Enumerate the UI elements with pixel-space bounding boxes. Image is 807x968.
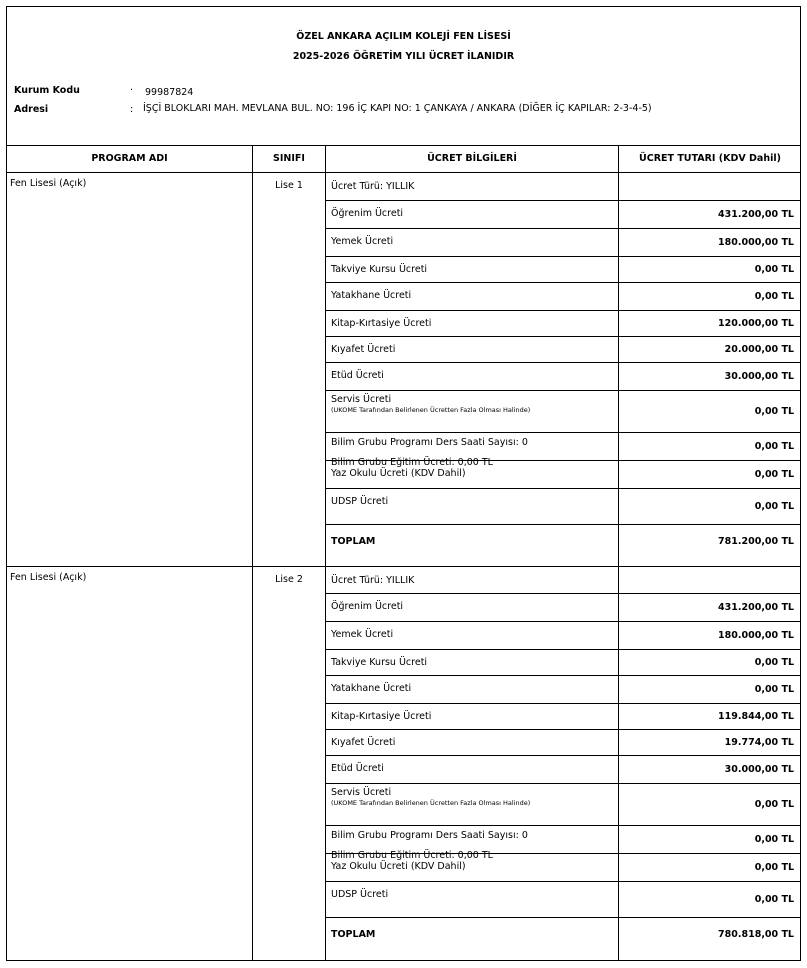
table-top-border [7,145,800,146]
fee-item-label: Kitap-Kırtasiye Ücreti [331,711,432,722]
row-divider [325,310,801,311]
fee-item-title: Servis Ücreti [331,787,392,798]
fee-item-amount: 0,00 TL [754,406,794,417]
header-grade: SINIFI [273,153,305,164]
address-label: Adresi [14,104,49,115]
total-label: TOPLAM [331,536,376,547]
fee-item-amount: 0,00 TL [754,657,794,668]
program-name: Fen Lisesi (Açık) [10,572,87,583]
fee-item-amount: 0,00 TL [754,501,794,512]
fee-item-amount: 0,00 TL [754,291,794,302]
fee-item-label: Takviye Kursu Ücreti [331,264,428,275]
row-divider [325,881,801,882]
fee-item-label [331,830,528,861]
row-divider [325,228,801,229]
fee-item-label: Kitap-Kırtasiye Ücreti [331,318,432,329]
row-divider [325,755,801,756]
fee-type-label: Ücret Türü: YILLIK [331,181,415,192]
program-name: Fen Lisesi (Açık) [10,178,87,189]
total-label: TOPLAM [331,929,376,940]
fee-item-amount: 0,00 TL [754,834,794,845]
fee-item-label: Etüd Ücreti [331,763,384,774]
row-divider [325,917,801,918]
fee-item-amount: 19.774,00 TL [724,737,794,748]
header-fee-amount: ÜCRET TUTARI (KDV Dahil) [639,153,781,164]
fee-item-amount: 0,00 TL [754,799,794,810]
row-divider [325,593,801,594]
fee-item-label [331,437,528,468]
announcement-title: 2025-2026 ÖĞRETİM YILI ÜCRET İLANIDIR [292,51,515,62]
fee-item-label: Yemek Ücreti [331,629,394,640]
row-divider [325,200,801,201]
total-amount: 780.818,00 TL [718,929,794,940]
fee-item-label: Kıyafet Ücreti [331,344,396,355]
fee-item-amount: 120.000,00 TL [718,318,794,329]
fee-item-label: UDSP Ücreti [331,496,389,507]
fee-item-amount: 431.200,00 TL [718,602,794,613]
column-divider-3 [618,146,619,961]
institution-code-label: Kurum Kodu [14,85,80,96]
school-title: ÖZEL ANKARA AÇILIM KOLEJİ FEN LİSESİ [296,31,511,42]
fee-type-label: Ücret Türü: YILLIK [331,575,415,586]
fee-item-amount: 119.844,00 TL [718,711,794,722]
row-divider [325,675,801,676]
fee-item-label: Yatakhane Ücreti [331,290,412,301]
row-divider [325,524,801,525]
institution-code-value: 99987824 [145,87,194,98]
row-divider [325,460,801,461]
row-divider [325,825,801,826]
fee-item-amount: 0,00 TL [754,264,794,275]
block-divider [7,566,800,567]
header-fee-info: ÜCRET BİLGİLERİ [427,153,517,164]
institution-code-colon: · [130,85,134,96]
fee-item-label [331,787,530,807]
fee-item-amount: 180.000,00 TL [718,237,794,248]
fee-item-label: Öğrenim Ücreti [331,208,404,219]
fee-item-label: Öğrenim Ücreti [331,601,404,612]
grade-name: Lise 1 [275,180,303,191]
fee-item-amount: 30.000,00 TL [724,371,794,382]
row-divider [325,336,801,337]
fee-item-label: Yatakhane Ücreti [331,683,412,694]
row-divider [325,649,801,650]
address-value: İŞÇİ BLOKLARI MAH. MEVLANA BUL. NO: 196 İÇ KAPI NO: 1 ÇANKAYA / ANKARA (DİĞER İÇ KAPILAR: 2-3-4-5) [143,103,652,114]
row-divider [325,390,801,391]
science-group-fee: Bilim Grubu Eğitim Ücreti: 0,00 TL [331,457,493,468]
science-group-fee: Bilim Grubu Eğitim Ücreti: 0,00 TL [331,850,493,861]
column-divider-1 [252,146,253,961]
fee-item-label: Yemek Ücreti [331,236,394,247]
fee-item-label: Takviye Kursu Ücreti [331,657,428,668]
row-divider [325,432,801,433]
fee-item-label [331,394,530,414]
fee-item-amount: 0,00 TL [754,862,794,873]
fee-item-label: Etüd Ücreti [331,370,384,381]
fee-item-amount: 180.000,00 TL [718,630,794,641]
fee-item-label: Kıyafet Ücreti [331,737,396,748]
total-amount: 781.200,00 TL [718,536,794,547]
fee-item-title: Servis Ücreti [331,394,392,405]
row-divider [325,282,801,283]
row-divider [325,703,801,704]
fee-item-label: UDSP Ücreti [331,889,389,900]
fee-item-note: (UKOME Tarafından Belirlenen Ücretten Fazla Olması Halinde) [331,406,531,414]
table-header-bottom-border [7,172,800,173]
fee-document [6,6,801,961]
row-divider [325,362,801,363]
science-group-hours: Bilim Grubu Programı Ders Saati Sayısı: 0 [331,830,528,841]
header-program: PROGRAM ADI [91,153,168,164]
row-divider [325,783,801,784]
fee-item-label: Yaz Okulu Ücreti (KDV Dahil) [331,861,466,872]
fee-item-amount: 431.200,00 TL [718,209,794,220]
row-divider [325,256,801,257]
fee-item-note: (UKOME Tarafından Belirlenen Ücretten Fazla Olması Halinde) [331,799,531,807]
fee-item-amount: 0,00 TL [754,894,794,905]
fee-item-amount: 0,00 TL [754,684,794,695]
column-divider-2 [325,146,326,961]
address-colon: : [130,104,134,115]
fee-item-amount: 0,00 TL [754,441,794,452]
row-divider [325,621,801,622]
fee-item-amount: 20.000,00 TL [724,344,794,355]
science-group-hours: Bilim Grubu Programı Ders Saati Sayısı: 0 [331,437,528,448]
fee-item-amount: 30.000,00 TL [724,764,794,775]
grade-name: Lise 2 [275,574,303,585]
row-divider [325,853,801,854]
fee-item-amount: 0,00 TL [754,469,794,480]
row-divider [325,488,801,489]
fee-item-label: Yaz Okulu Ücreti (KDV Dahil) [331,468,466,479]
row-divider [325,729,801,730]
